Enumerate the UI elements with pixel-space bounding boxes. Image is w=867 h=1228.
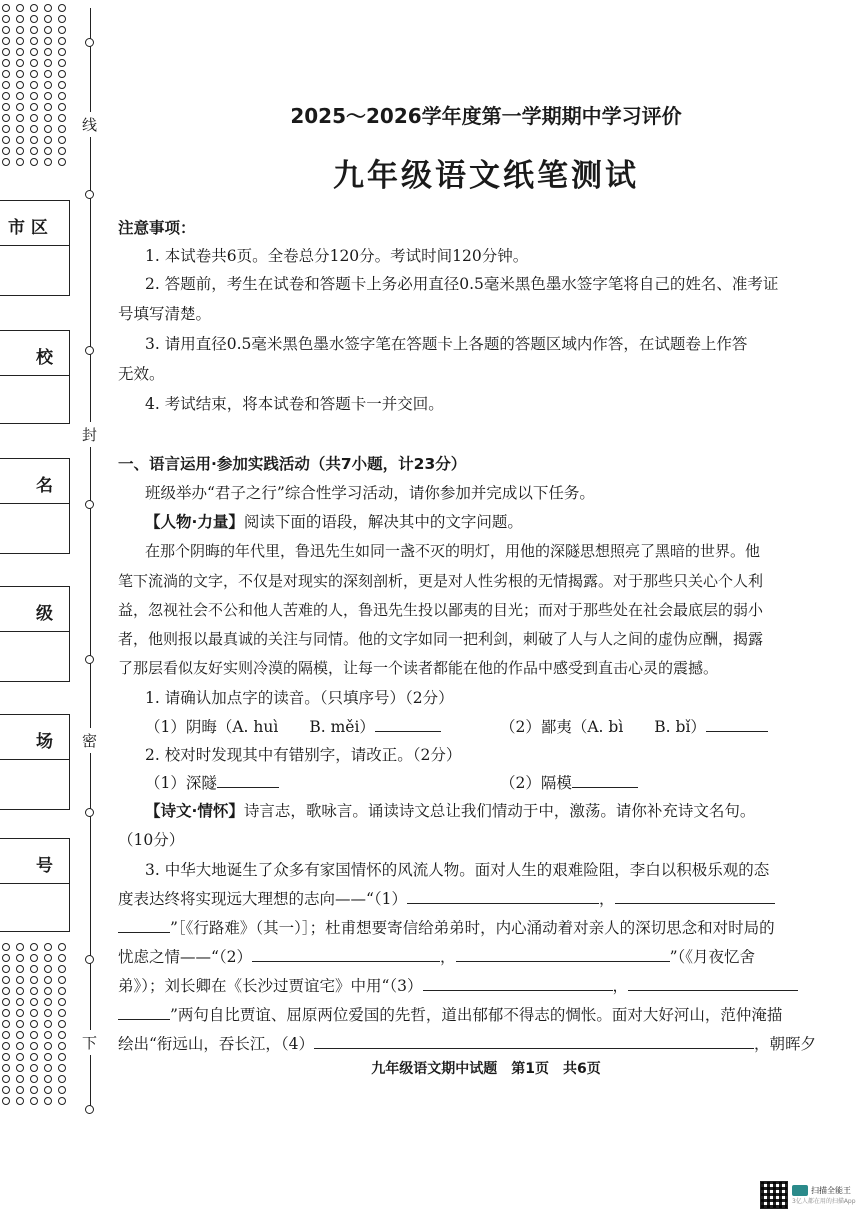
q2-item-a (145, 771, 279, 793)
decorative-dot (16, 103, 24, 111)
decorative-dot (16, 70, 24, 78)
field-box-room[interactable] (0, 714, 70, 810)
decorative-dot (2, 26, 10, 34)
passage-line: 在那个阴晦的年代里，鲁迅先生如同一盏不灭的明灯，用他的深隧思想照亮了黑暗的世界。他 (145, 542, 761, 560)
decorative-dot (16, 998, 24, 1006)
decorative-dot (30, 998, 38, 1006)
binding-hole (85, 1105, 94, 1114)
q3-line-6 (118, 1003, 782, 1025)
q2-item-a-text: （1）深隧 (145, 774, 217, 792)
task2-score: （10分） (118, 831, 185, 849)
passage-line: 者，他则报以最真诚的关注与同情。他的文字如同一把利剑，刺破了人与人之间的虚伪应酬，揭露 (118, 630, 764, 648)
decorative-dot (58, 987, 66, 995)
answer-blank[interactable] (252, 946, 440, 963)
passage-line: 益，忽视社会不公和他人苦难的人，鲁迅先生投以鄙夷的目光；而对于那些处在社会最底层的弱小 (118, 601, 764, 619)
decorative-dot (16, 1031, 24, 1039)
decorative-dot (2, 1042, 10, 1050)
decorative-dot (30, 1020, 38, 1028)
q1-option-b-text: （2）鄙夷（A. bì B. bǐ） (500, 718, 706, 736)
q3-text: 绘出“衔远山，吞长江，（4） (118, 1035, 315, 1053)
top-dot-grid (0, 4, 72, 166)
decorative-dot (2, 81, 10, 89)
binding-char-line: 线 (82, 112, 97, 137)
decorative-dot (44, 1064, 52, 1072)
decorative-dot (30, 965, 38, 973)
decorative-dot (2, 1064, 10, 1072)
decorative-dot (44, 1053, 52, 1061)
decorative-dot (16, 15, 24, 23)
decorative-dot (44, 147, 52, 155)
answer-blank[interactable] (456, 946, 670, 963)
answer-blank[interactable] (423, 975, 613, 992)
decorative-dot (30, 1009, 38, 1017)
decorative-dot (16, 136, 24, 144)
decorative-dot (2, 943, 10, 951)
note-item: 无效。 (118, 365, 165, 383)
q3-text: 度表达终将实现远大理想的志向——“（1） (118, 890, 408, 908)
decorative-dot (2, 1009, 10, 1017)
question-1: 1. 请确认加点字的读音。（只填序号）（2分） (145, 689, 454, 707)
q3-text: 忧虑之情——“（2） (118, 948, 253, 966)
decorative-dot (2, 1075, 10, 1083)
decorative-dot (2, 92, 10, 100)
decorative-dot (44, 954, 52, 962)
decorative-dot (16, 147, 24, 155)
decorative-dot (58, 1053, 66, 1061)
decorative-dot (58, 954, 66, 962)
q3-line-2: 度表达终将实现远大理想的志向——“（1） ， (118, 887, 775, 909)
decorative-dot (16, 92, 24, 100)
decorative-dot (16, 1086, 24, 1094)
binding-hole (85, 955, 94, 964)
decorative-dot (44, 114, 52, 122)
binding-hole (85, 38, 94, 47)
decorative-dot (16, 125, 24, 133)
note-item: 4. 考试结束，将本试卷和答题卡一并交回。 (145, 395, 444, 413)
answer-blank[interactable] (217, 772, 279, 789)
decorative-dot (58, 70, 66, 78)
q3-line-5: 弟》）；刘长卿在《长沙过贾谊宅》中用“（3） ， (118, 974, 798, 996)
decorative-dot (2, 158, 10, 166)
decorative-dot (30, 147, 38, 155)
decorative-dot (2, 37, 10, 45)
decorative-dot (44, 48, 52, 56)
decorative-dot (16, 1042, 24, 1050)
q3-text: ，朝晖夕 (754, 1035, 817, 1053)
decorative-dot (58, 48, 66, 56)
decorative-dot (2, 998, 10, 1006)
decorative-dot (44, 1075, 52, 1083)
question-2: 2. 校对时发现其中有错别字，请改正。（2分） (145, 746, 462, 764)
decorative-dot (30, 114, 38, 122)
bottom-dot-grid (0, 943, 72, 1105)
decorative-dot (2, 114, 10, 122)
decorative-dot (2, 125, 10, 133)
decorative-dot (30, 26, 38, 34)
decorative-dot (16, 26, 24, 34)
decorative-dot (44, 26, 52, 34)
decorative-dot (58, 81, 66, 89)
binding-char-down: 下 (82, 1030, 97, 1055)
section-heading: 一、语言运用·参加实践活动（共7小题，计23分） (118, 455, 467, 473)
field-label-class: 级 (36, 604, 53, 624)
decorative-dot (58, 158, 66, 166)
decorative-dot (2, 70, 10, 78)
decorative-dot (58, 15, 66, 23)
decorative-dot (16, 4, 24, 12)
decorative-dot (2, 976, 10, 984)
decorative-dot (58, 26, 66, 34)
note-item: 3. 请用直径0.5毫米黑色墨水签字笔在答题卡上各题的答题区域内作答，在试题卷上作答 (145, 335, 748, 353)
answer-blank[interactable] (628, 975, 798, 992)
decorative-dot (16, 1097, 24, 1105)
decorative-dot (16, 1053, 24, 1061)
q3-line-3 (118, 916, 775, 938)
decorative-dot (44, 1009, 52, 1017)
decorative-dot (30, 103, 38, 111)
decorative-dot (44, 70, 52, 78)
q2-item-b-text: （2）隔模 (500, 774, 572, 792)
decorative-dot (30, 59, 38, 67)
note-item: 号填写清楚。 (118, 305, 212, 323)
decorative-dot (2, 1086, 10, 1094)
q1-option-b (500, 715, 768, 737)
decorative-dot (58, 4, 66, 12)
decorative-dot (44, 987, 52, 995)
decorative-dot (30, 37, 38, 45)
decorative-dot (44, 1086, 52, 1094)
decorative-dot (44, 158, 52, 166)
decorative-dot (44, 943, 52, 951)
decorative-dot (2, 1097, 10, 1105)
section-intro: 班级举办“君子之行”综合性学习活动，请你参加并完成以下任务。 (145, 484, 595, 502)
decorative-dot (58, 1031, 66, 1039)
decorative-dot (58, 59, 66, 67)
decorative-dot (2, 1053, 10, 1061)
decorative-dot (2, 987, 10, 995)
decorative-dot (2, 59, 10, 67)
decorative-dot (44, 1042, 52, 1050)
scanner-slogan: 3亿人都在用的扫描App (792, 1198, 856, 1205)
decorative-dot (58, 147, 66, 155)
camscanner-logo-icon (792, 1185, 808, 1196)
decorative-dot (44, 1020, 52, 1028)
decorative-dot (44, 4, 52, 12)
decorative-dot (30, 136, 38, 144)
field-label-name: 名 (36, 476, 53, 496)
field-box-name[interactable] (0, 458, 70, 554)
note-item: 2. 答题前，考生在试卷和答题卡上务必用直径0.5毫米黑色墨水签字笔将自己的姓名、准考证 (145, 275, 779, 293)
decorative-dot (30, 158, 38, 166)
decorative-dot (58, 965, 66, 973)
decorative-dot (44, 998, 52, 1006)
decorative-dot (44, 92, 52, 100)
decorative-dot (30, 1053, 38, 1061)
binding-hole (85, 808, 94, 817)
decorative-dot (58, 1042, 66, 1050)
decorative-dot (44, 103, 52, 111)
decorative-dot (30, 987, 38, 995)
decorative-dot (16, 114, 24, 122)
task1 (145, 510, 523, 532)
decorative-dot (30, 1097, 38, 1105)
exam-title: 2025～2026学年度第一学期期中学习评价 (290, 104, 682, 128)
field-label-city: 市 区 (8, 218, 48, 238)
decorative-dot (58, 1020, 66, 1028)
answer-blank[interactable] (407, 888, 599, 905)
decorative-dot (2, 4, 10, 12)
scanner-brand: 扫描全能王 (811, 1186, 851, 1195)
decorative-dot (30, 4, 38, 12)
decorative-dot (2, 48, 10, 56)
q3-line: 3. 中华大地诞生了众多有家国情怀的风流人物。面对人生的艰难险阻，李白以积极乐观的态 (145, 861, 770, 879)
binding-strip (0, 0, 105, 1228)
field-label-room: 场 (36, 732, 53, 752)
decorative-dot (2, 103, 10, 111)
decorative-dot (2, 136, 10, 144)
decorative-dot (30, 1031, 38, 1039)
decorative-dot (16, 158, 24, 166)
decorative-dot (16, 954, 24, 962)
decorative-dot (44, 81, 52, 89)
field-box-seat[interactable] (0, 838, 70, 932)
decorative-dot (16, 48, 24, 56)
field-box-city[interactable] (0, 200, 70, 296)
decorative-dot (44, 15, 52, 23)
decorative-dot (30, 976, 38, 984)
q3-text: 弟》）；刘长卿在《长沙过贾谊宅》中用“（3） (118, 977, 423, 995)
task2-text: 诗言志，歌咏言。诵读诗文总让我们情动于中，激荡。请你补充诗文名句。 (243, 802, 756, 820)
page-footer: 九年级语文期中试题 第1页 共6页 (371, 1061, 601, 1077)
decorative-dot (30, 125, 38, 133)
decorative-dot (30, 1075, 38, 1083)
decorative-dot (30, 1086, 38, 1094)
field-label-seat: 号 (36, 856, 53, 876)
binding-char-secret: 密 (82, 728, 97, 753)
answer-blank[interactable] (118, 917, 170, 934)
decorative-dot (30, 15, 38, 23)
q3-text: ”（《月夜忆舍 (669, 948, 755, 966)
decorative-dot (2, 1020, 10, 1028)
binding-hole (85, 655, 94, 664)
binding-line (90, 8, 91, 1113)
decorative-dot (16, 1020, 24, 1028)
note-item: 1. 本试卷共6页。全卷总分120分。考试时间120分钟。 (145, 247, 529, 265)
decorative-dot (16, 965, 24, 973)
task1-text: 阅读下面的语段，解决其中的文字问题。 (243, 513, 523, 531)
decorative-dot (44, 136, 52, 144)
qr-code-icon (760, 1181, 788, 1209)
binding-hole (85, 346, 94, 355)
binding-char-seal: 封 (82, 422, 97, 447)
decorative-dot (2, 15, 10, 23)
decorative-dot (30, 70, 38, 78)
decorative-dot (58, 103, 66, 111)
q1-option-a-text: （1）阴晦（A. huì B. měi） (145, 718, 375, 736)
decorative-dot (44, 37, 52, 45)
passage-line: 笔下流淌的文字，不仅是对现实的深刻剖析，更是对人性劣根的无情揭露。对于那些只关心个人利 (118, 572, 764, 590)
answer-blank[interactable] (375, 716, 441, 733)
decorative-dot (58, 92, 66, 100)
answer-blank[interactable] (706, 716, 768, 733)
decorative-dot (2, 147, 10, 155)
decorative-dot (30, 48, 38, 56)
decorative-dot (58, 998, 66, 1006)
decorative-dot (58, 114, 66, 122)
decorative-dot (16, 1064, 24, 1072)
binding-hole (85, 190, 94, 199)
answer-blank[interactable] (615, 888, 775, 905)
decorative-dot (58, 1075, 66, 1083)
decorative-dot (30, 954, 38, 962)
answer-blank[interactable] (118, 1004, 170, 1021)
field-label-school: 校 (36, 348, 53, 368)
answer-blank[interactable] (314, 1033, 754, 1050)
decorative-dot (16, 81, 24, 89)
decorative-dot (16, 37, 24, 45)
exam-subtitle: 九年级语文纸笔测试 (333, 158, 639, 194)
decorative-dot (58, 136, 66, 144)
q1-option-a (145, 715, 441, 737)
decorative-dot (16, 1009, 24, 1017)
task1-label: 【人物·力量】 (145, 513, 244, 531)
decorative-dot (2, 1031, 10, 1039)
decorative-dot (30, 1064, 38, 1072)
decorative-dot (30, 81, 38, 89)
decorative-dot (58, 1064, 66, 1072)
decorative-dot (58, 37, 66, 45)
decorative-dot (44, 59, 52, 67)
notes-heading: 注意事项： (118, 219, 196, 237)
decorative-dot (58, 943, 66, 951)
decorative-dot (2, 965, 10, 973)
task2 (145, 799, 755, 821)
task2-label: 【诗文·情怀】 (145, 802, 244, 820)
answer-blank[interactable] (572, 772, 638, 789)
decorative-dot (2, 954, 10, 962)
q3-text: ”两句自比贾谊、屈原两位爱国的先哲，道出郁郁不得志的惆怅。面对大好河山，范仲淹描 (170, 1006, 783, 1024)
decorative-dot (58, 1086, 66, 1094)
q3-line-4: 忧虑之情——“（2） ， ”（《月夜忆舍 (118, 945, 755, 967)
binding-hole (85, 500, 94, 509)
q3-text: ”［《行路难》（其一）］；杜甫想要寄信给弟弟时，内心涌动着对亲人的深切思念和对时局的 (170, 919, 775, 937)
decorative-dot (16, 976, 24, 984)
decorative-dot (30, 92, 38, 100)
decorative-dot (44, 125, 52, 133)
q2-item-b (500, 771, 638, 793)
decorative-dot (30, 1042, 38, 1050)
field-box-school[interactable] (0, 330, 70, 424)
decorative-dot (44, 976, 52, 984)
scanner-watermark (760, 1180, 860, 1210)
decorative-dot (16, 59, 24, 67)
decorative-dot (44, 1031, 52, 1039)
decorative-dot (58, 125, 66, 133)
decorative-dot (58, 1009, 66, 1017)
decorative-dot (58, 976, 66, 984)
decorative-dot (16, 943, 24, 951)
field-box-class[interactable] (0, 586, 70, 682)
decorative-dot (44, 965, 52, 973)
decorative-dot (30, 943, 38, 951)
decorative-dot (44, 1097, 52, 1105)
decorative-dot (16, 987, 24, 995)
passage-line: 了那层看似友好实则冷漠的隔模，让每一个读者都能在他的作品中感受到直击心灵的震撼。 (118, 659, 719, 677)
q3-line-7 (118, 1032, 816, 1054)
decorative-dot (58, 1097, 66, 1105)
decorative-dot (16, 1075, 24, 1083)
